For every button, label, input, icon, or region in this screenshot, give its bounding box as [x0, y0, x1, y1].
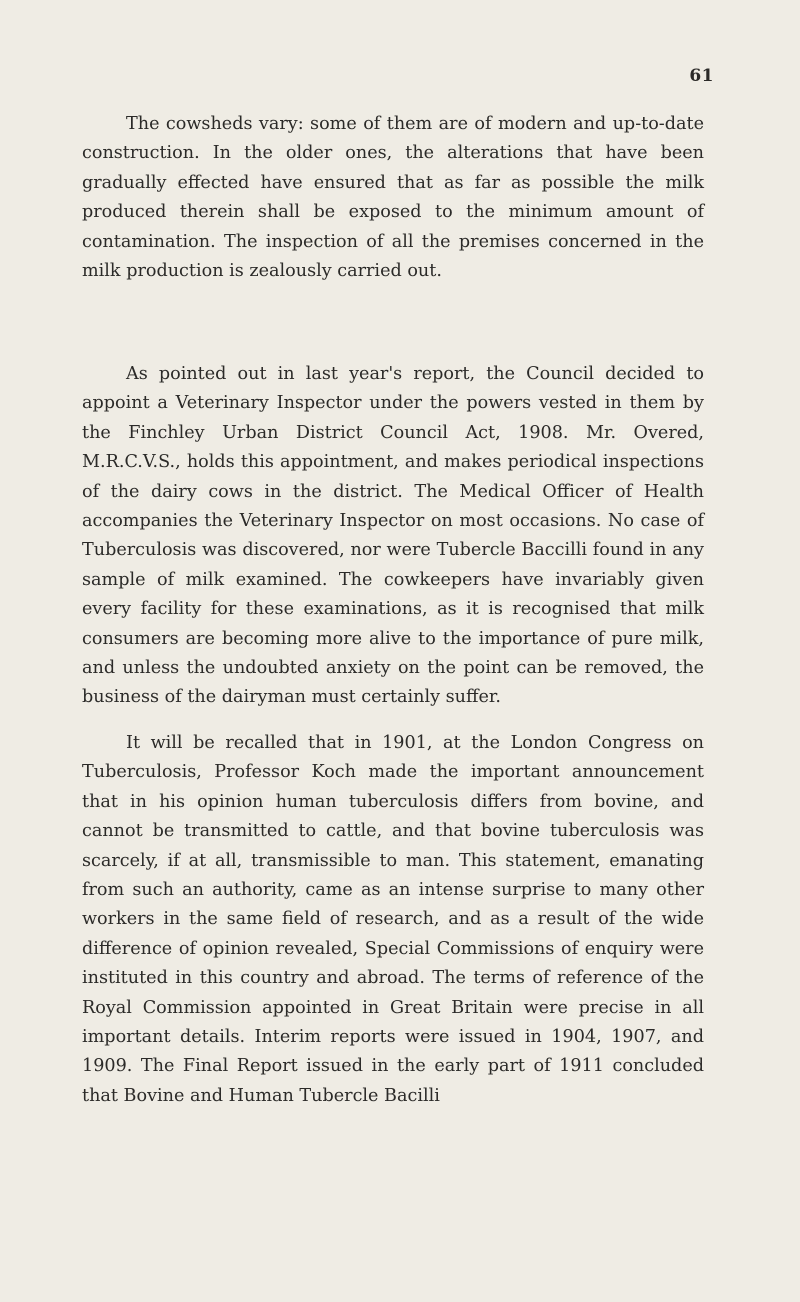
paragraph-text: As pointed out in last year's report, the Council decided to appoint a Veterinary Inspector under the powers vested in them by the Finchley Urban District Council Act, 1908. Mr. Overed, M.R.C.V.S., holds this appointment, and makes periodical inspections of the dairy cows in the district. The Medical Officer of Health accompanies the Veterinary Inspector on most occasions. No case of Tuberculosis was discovered, nor were Tubercle Baccilli found in any sample of milk examined. The cowkeepers have invariably given every facility for these examinations, as it is recognised that milk consumers are becoming more alive to the importance of pure milk, and unless the undoubted anxiety on the point can be removed, the business of the dairyman must certainly suffer.	[82, 364, 704, 708]
paragraph-cowsheds	[82, 110, 704, 286]
paragraph-text: It will be recalled that in 1901, at the London Congress on Tuberculosis, Professor Koch made the important announcement that in his opinion human tuberculosis differs from bovine, and cannot be transmitted to cattle, and that bovine tuberculosis was scarcely, if at all, transmissible to man. This statement, emanating from such an authority, came as an intense surprise to many other workers in the same field of research, and as a result of the wide difference of opinion revealed, Special Commissions of enquiry were instituted in this country and abroad. The terms of reference of the Royal Commission appointed in Great Britain were precise in all important details. Interim reports were issued in 1904, 1907, and 1909. The Final Report issued in the early part of 1911 concluded that Bovine and Human Tubercle Bacilli	[82, 733, 704, 1106]
paragraph-koch-tuberculosis	[82, 729, 704, 1111]
paragraph-text: The cowsheds vary: some of them are of modern and up-to-date construction. In the older ones, the alterations that have been gradually effected have ensured that as far as possible the milk produced therein shall be exposed to the minimum amount of contamination. The inspection of all the premises concerned in the milk production is zealously carried out.	[82, 114, 704, 282]
paragraph-veterinary-inspector	[82, 360, 704, 713]
page-number: 61	[689, 66, 714, 86]
